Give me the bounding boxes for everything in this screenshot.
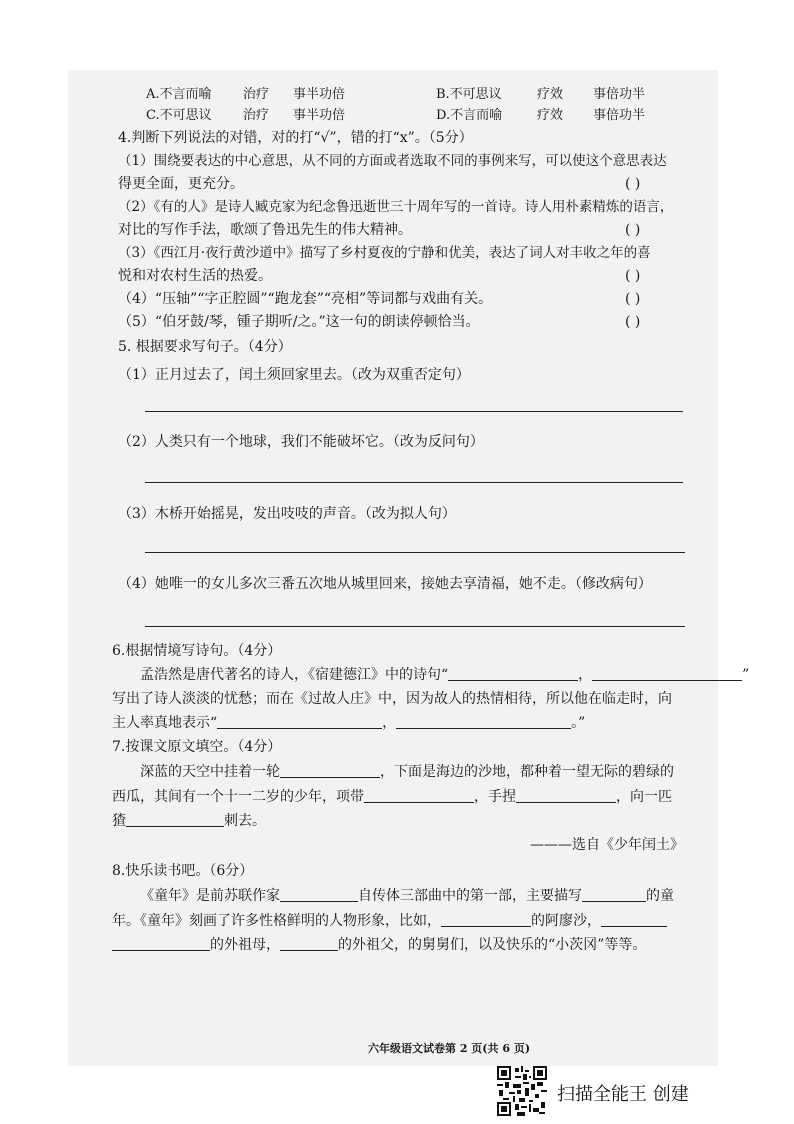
q8-blank-1[interactable] <box>280 887 358 902</box>
q8-line1-b: 自传体三部曲中的第一部，主要描写 <box>358 888 582 904</box>
q4-title: 4.判断下列说法的对错，对的打“√”，错的打“x”。（5分） <box>118 130 473 146</box>
q8-line1-c: 的童 <box>646 888 674 904</box>
q8-line1-a: 《童年》是前苏联作家 <box>140 888 280 904</box>
option-b-1: B.不可思议 <box>436 87 502 102</box>
q7-line2 <box>112 788 672 806</box>
q8-line3 <box>112 936 646 954</box>
q8-line3-c: 的舅舅们，以及快乐的“小茨冈”等等。 <box>408 937 647 953</box>
page-footer: 六年级语文试卷第 2 页(共 6 页) <box>368 1042 531 1055</box>
q4-item4-paren[interactable]: ( ) <box>625 291 641 307</box>
q4-item5: （5）“伯牙鼓/琴，锺子期听/之。”这一句的朗读停顿恰当。 <box>118 314 480 330</box>
q7-line3-b: 刺去。 <box>224 813 266 829</box>
q7-line2-c: ，向一匹 <box>616 789 672 805</box>
q6-line1 <box>140 666 749 684</box>
q7-blank-4[interactable] <box>126 812 224 827</box>
q8-line2-a: 年。《童年》刻画了许多性格鲜明的人物形象，比如， <box>112 913 441 929</box>
q4-item1-line1: （1）围绕要表达的中心意思，从不同的方面或者选取不同的事例来写，可以使这个意思表达 <box>118 153 667 169</box>
q6-line1-comma: ， <box>578 667 593 683</box>
q7-line1-b: ，下面是海边的沙地，都种着一望无际的碧绿的 <box>380 764 674 780</box>
q7-blank-3[interactable] <box>516 788 616 803</box>
option-c-3: 事半功倍 <box>293 108 346 123</box>
option-a-1: A.不言而喻 <box>146 87 212 102</box>
q6-line3-text: 主人率真地表示“ <box>112 715 218 731</box>
q5-sentence1: （1）正月过去了，闰土须回家里去。（改为双重否定句） <box>118 367 470 383</box>
q5-title: 5. 根据要求写句子。（4分） <box>118 339 292 355</box>
q8-line3-a: 的外祖母， <box>210 937 280 953</box>
q7-line3 <box>112 812 266 830</box>
q4-item3-line2: 悦和对农村生活的热爱。 <box>118 268 272 284</box>
option-c-1: C.不可思议 <box>146 108 212 123</box>
q5-sentence4: （4）她唯一的女儿多次三番五次地从城里回来，接她去享清福，她不走。（修改病句） <box>118 576 652 592</box>
q4-item1-paren[interactable]: ( ) <box>625 176 641 192</box>
q4-item1-line2: 得更全面，更充分。 <box>118 176 244 192</box>
q5-answer-line-3[interactable] <box>145 552 685 553</box>
q7-blank-2[interactable] <box>364 788 474 803</box>
qr-code-icon <box>497 1066 547 1116</box>
q6-line1-end: ” <box>742 667 750 683</box>
q6-blank-3[interactable] <box>217 714 382 729</box>
q6-line2: 写出了诗人淡淡的忧愁；而在《过故人庄》中，因为故人的热情相待，所以他在临走时，向 <box>112 691 672 707</box>
q7-line1 <box>140 763 674 781</box>
q8-title: 8.快乐读书吧。（6分） <box>112 863 254 879</box>
q6-blank-2[interactable] <box>592 666 742 681</box>
option-a-3: 事半功倍 <box>293 87 346 102</box>
option-d-3: 事倍功半 <box>593 108 646 123</box>
option-b-2: 疗效 <box>537 87 564 102</box>
q6-line3-end: 。” <box>571 715 586 731</box>
scanner-brand-watermark: 扫描全能王 创建 <box>557 1084 689 1105</box>
q8-blank-5[interactable] <box>112 936 210 951</box>
q5-answer-line-1[interactable] <box>145 411 683 412</box>
q6-title: 6.根据情境写诗句。（4分） <box>112 643 282 659</box>
q6-line1-text: 孟浩然是唐代著名的诗人，《宿建德江》中的诗句“ <box>140 667 449 683</box>
q7-blank-1[interactable] <box>280 763 380 778</box>
q8-blank-3[interactable] <box>441 912 531 927</box>
q4-item2-line1: （2）《有的人》是诗人臧克家为纪念鲁迅逝世三十周年写的一首诗。诗人用朴素精炼的语言， <box>118 199 674 215</box>
q4-item3-line1: （3）《西江月·夜行黄沙道中》描写了乡村夏夜的宁静和优美，表达了词人对丰收之年的喜 <box>118 245 651 261</box>
q7-source: ———选自《少年闰土》 <box>530 837 684 853</box>
q6-blank-1[interactable] <box>448 666 578 681</box>
q5-sentence2: （2）人类只有一个地球，我们不能破坏它。（改为反问句） <box>118 434 484 450</box>
q4-item2-line2: 对比的写作手法，歌颂了鲁迅先生的伟大精神。 <box>118 222 412 238</box>
q7-line2-a: 西瓜，其间有一个十一二岁的少年，项带 <box>112 789 364 805</box>
q6-line3 <box>112 714 585 732</box>
option-b-3: 事倍功半 <box>593 87 646 102</box>
option-c-2: 治疗 <box>243 108 270 123</box>
q8-blank-2[interactable] <box>582 887 646 902</box>
q8-line1 <box>140 887 674 905</box>
q5-answer-line-2[interactable] <box>145 482 683 483</box>
q5-sentence3: （3）木桥开始摇晃，发出吱吱的声音。（改为拟人句） <box>118 506 456 522</box>
q4-item5-paren[interactable]: ( ) <box>625 314 641 330</box>
option-d-2: 疗效 <box>537 108 564 123</box>
q6-blank-4[interactable] <box>396 714 571 729</box>
q6-line3-comma: ， <box>382 715 397 731</box>
option-d-1: D.不言而喻 <box>436 108 503 123</box>
q8-blank-6[interactable] <box>280 936 338 951</box>
q7-title: 7.按课文原文填空。（4分） <box>112 739 282 755</box>
q8-line2 <box>112 912 667 930</box>
q4-item4: （4）“压轴”“字正腔圆”“跑龙套”“亮相”等词都与戏曲有关。 <box>118 291 493 307</box>
q4-item3-paren[interactable]: ( ) <box>625 268 641 284</box>
q7-line1-a: 深蓝的天空中挂着一轮 <box>140 764 280 780</box>
q5-answer-line-4[interactable] <box>145 626 685 627</box>
q7-line3-a: 猹 <box>112 813 126 829</box>
q8-line2-b: 的阿廖沙， <box>531 913 601 929</box>
q4-item2-paren[interactable]: ( ) <box>625 222 641 238</box>
q8-blank-4[interactable] <box>601 912 667 927</box>
q7-line2-b: ，手捏 <box>474 789 516 805</box>
q8-line3-b: 的外祖父， <box>338 937 408 953</box>
option-a-2: 治疗 <box>243 87 270 102</box>
